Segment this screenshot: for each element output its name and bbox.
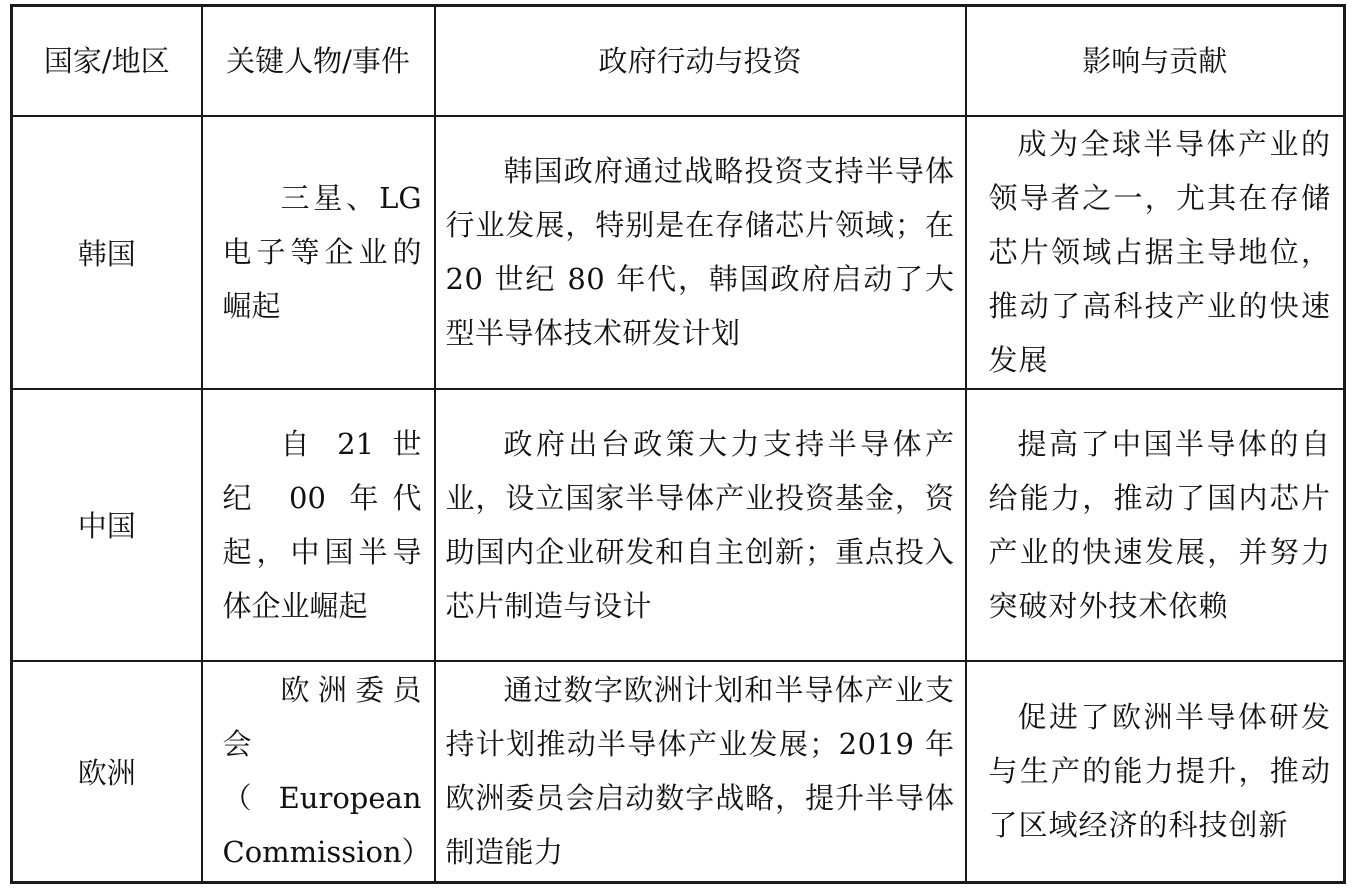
impact-text: 成为全球半导体产业的领导者之一，尤其在存储芯片领域占据主导地位，推动了高科技产业的快速发展 bbox=[988, 127, 1331, 377]
key-events-text: 欧洲委员会（European Commission） bbox=[222, 673, 431, 870]
table-row bbox=[12, 116, 1345, 389]
gov-actions-cell bbox=[435, 389, 966, 661]
header-gov-actions: 政府行动与投资 bbox=[435, 6, 966, 116]
gov-actions-text: 韩国政府通过战略投资支持半导体行业发展，特别是在存储芯片领域；在 20 世纪 80 年代，韩国政府启动了大型半导体技术研发计划 bbox=[445, 154, 955, 350]
gov-actions-text: 政府出台政策大力支持半导体产业，设立国家半导体产业投资基金，资助国内企业研发和自主创新；重点投入芯片制造与设计 bbox=[445, 426, 955, 623]
header-region: 国家/地区 bbox=[12, 6, 202, 116]
impact-cell bbox=[966, 389, 1345, 661]
key-events-cell bbox=[202, 389, 435, 661]
region-cell: 中国 bbox=[12, 389, 202, 661]
impact-text: 促进了欧洲半导体研发与生产的能力提升，推动了区域经济的科技创新 bbox=[988, 700, 1331, 843]
region-cell: 欧洲 bbox=[12, 661, 202, 883]
key-events-cell bbox=[202, 116, 435, 389]
impact-text: 提高了中国半导体的自给能力，推动了国内芯片产业的快速发展，并努力突破对外技术依赖 bbox=[988, 426, 1331, 623]
header-row bbox=[12, 6, 1345, 116]
key-events-text: 三星、LG电子等企业的崛起 bbox=[222, 181, 422, 323]
table-row bbox=[12, 661, 1345, 883]
key-events-text: 自 21 世纪 00 年代起，中国半导体企业崛起 bbox=[222, 426, 422, 623]
key-events-cell bbox=[202, 661, 435, 883]
impact-cell bbox=[966, 661, 1345, 883]
region-cell: 韩国 bbox=[12, 116, 202, 389]
gov-actions-cell bbox=[435, 116, 966, 389]
header-key-events-text: 关键人物/事件 bbox=[226, 43, 410, 78]
impact-cell bbox=[966, 116, 1345, 389]
gov-actions-cell bbox=[435, 661, 966, 883]
semiconductor-policy-table bbox=[10, 4, 1346, 884]
table-row bbox=[12, 389, 1345, 661]
gov-actions-text: 通过数字欧洲计划和半导体产业支持计划推动半导体产业发展；2019 年欧洲委员会启动数字战略，提升半导体制造能力 bbox=[445, 673, 955, 870]
header-key-events bbox=[202, 6, 435, 116]
header-impact: 影响与贡献 bbox=[966, 6, 1345, 116]
